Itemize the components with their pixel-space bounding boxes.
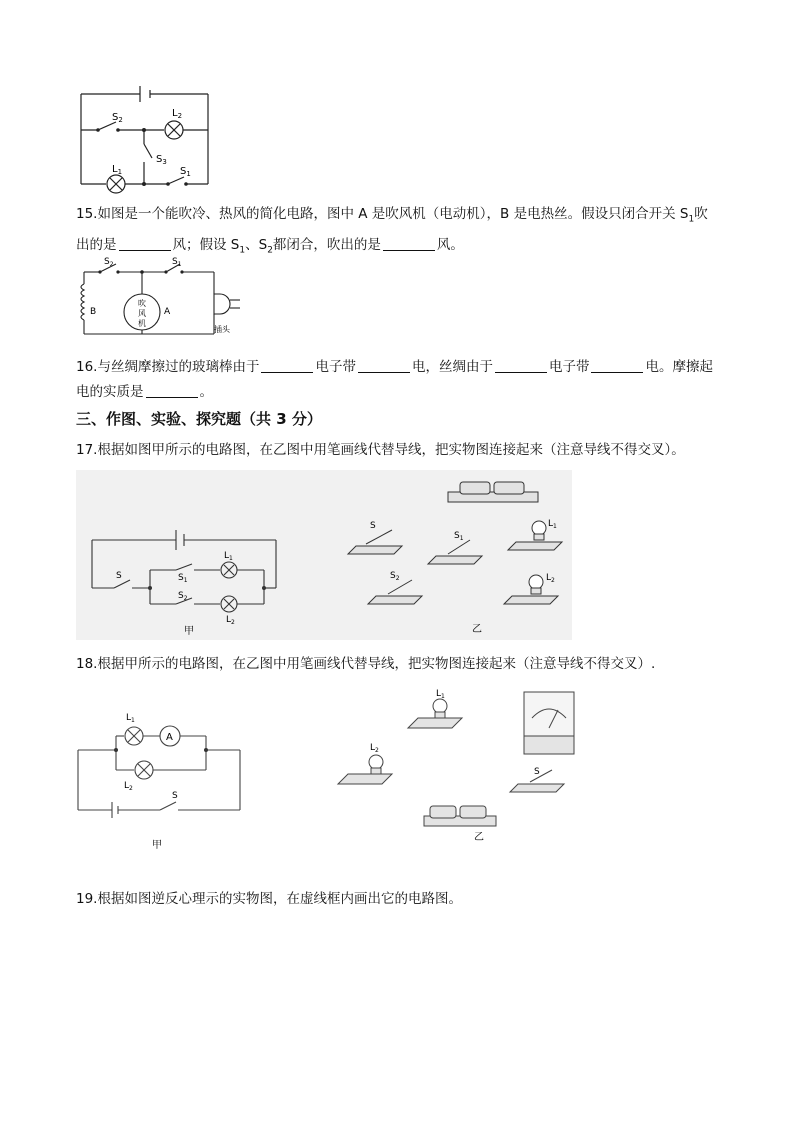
label-s1: S <box>454 531 460 541</box>
answer-blank-3[interactable] <box>495 358 547 373</box>
label-l1: L <box>224 551 230 561</box>
plug-label: 插头 <box>214 325 230 334</box>
label-s1: S <box>172 257 178 267</box>
label-l1: L <box>548 519 554 529</box>
ammeter-label: A <box>166 732 173 743</box>
label-l2: L <box>546 573 552 583</box>
label-l1: L <box>126 713 132 723</box>
svg-text:L2: $L_2$ <box>226 615 235 626</box>
label-s2: S <box>178 591 184 601</box>
motor-label-3: 机 <box>138 319 146 328</box>
label-b: B <box>90 307 97 317</box>
label-s2: S <box>112 112 119 123</box>
motor-label-2: 风 <box>138 309 146 318</box>
answer-blank-1[interactable] <box>119 236 171 251</box>
answer-blank-5[interactable] <box>146 383 198 398</box>
section-title: 三、作图、实验、探究题（共 3 分） <box>76 410 322 428</box>
label-l2: L <box>226 615 232 625</box>
svg-text:L1: $L_1$ <box>112 164 123 176</box>
svg-text:S2: $S_2$ <box>390 571 400 582</box>
label-s2: S <box>390 571 396 581</box>
label-s1: S <box>180 166 187 177</box>
label-l2: L <box>370 743 376 753</box>
svg-text:S1: $S_1$ <box>172 257 182 268</box>
question-17: 17.根据如图甲所示的电路图，在乙图中用笔画线代替导线，把实物图连接起来（注意导线不得交叉）。 <box>76 442 685 458</box>
motor-label-1: 吹 <box>138 299 146 308</box>
label-a: A <box>164 307 171 317</box>
svg-text:S2: $S_2$ <box>178 591 188 602</box>
question-16-line-2: 电的实质是 。 <box>76 384 213 400</box>
question-16-line-1: 16.与丝绸摩擦过的玻璃棒由于 电子带 电，丝绸由于 电子带 电。摩擦起 <box>76 359 713 375</box>
label-s: S <box>116 571 122 581</box>
circuit-diagram-1 <box>76 82 216 187</box>
svg-text:S3: $S_3$ <box>156 154 167 166</box>
svg-text:L2: $L_2$ <box>546 573 555 584</box>
svg-text:L1: $L_1$ <box>126 713 135 724</box>
svg-text:S1: $S_1$ <box>180 166 191 178</box>
label-s: S <box>370 521 376 531</box>
svg-text:L2: $L_2$ <box>370 743 379 754</box>
svg-text:L1: $L_1$ <box>224 551 233 562</box>
answer-blank-4[interactable] <box>591 358 643 373</box>
svg-text:S2: $S_2$ <box>104 257 114 268</box>
figure-jia-label: 甲 <box>152 840 162 851</box>
svg-text:L2: $L_2$ <box>172 108 183 120</box>
question-19: 19.根据如图逆反心理示的实物图，在虚线框内画出它的电路图。 <box>76 891 462 907</box>
label-s2: S <box>104 257 110 267</box>
svg-text:S1: $S_1$ <box>178 573 188 584</box>
question-15-line-2: 出的是 风；假设 $S_1$、$S_2$都闭合，吹出的是 风。 <box>76 236 464 256</box>
svg-text:L1: $L_1$ <box>436 689 445 700</box>
label-l2: L <box>124 781 130 791</box>
hair-dryer-circuit-diagram <box>76 256 241 341</box>
figure-jia-label: 甲 <box>184 626 194 637</box>
question-15 <box>76 202 721 263</box>
question-16 <box>76 355 721 405</box>
answer-blank-2[interactable] <box>358 358 410 373</box>
svg-text:L2: $L_2$ <box>124 781 133 792</box>
label-s: S <box>534 767 540 777</box>
answer-blank-2[interactable] <box>383 236 435 251</box>
svg-text:S2: $S_2$ <box>112 112 123 124</box>
label-s1: S <box>178 573 184 583</box>
label-s3: S <box>156 154 163 165</box>
circuit-figure-18 <box>76 688 586 853</box>
circuit-figure-17 <box>76 470 572 640</box>
answer-blank-1[interactable] <box>261 358 313 373</box>
svg-text:L1: $L_1$ <box>548 519 557 530</box>
figure-yi-label: 乙 <box>474 832 484 843</box>
svg-text:S1: $S_1$ <box>454 531 464 542</box>
question-18: 18.根据甲所示的电路图，在乙图中用笔画线代替导线，把实物图连接起来（注意导线不得交叉）. <box>76 656 656 672</box>
label-l1: L <box>436 689 442 699</box>
figure-yi-label: 乙 <box>472 624 482 635</box>
label-l2: L <box>172 108 178 119</box>
label-s: S <box>172 791 178 801</box>
label-l1: L <box>112 164 118 175</box>
question-15-line-1: 15.如图是一个能吹冷、热风的简化电路，图中 A 是吹风机（电动机），B 是电热丝。假设只闭合开关 $S_1$吹 <box>76 206 708 225</box>
